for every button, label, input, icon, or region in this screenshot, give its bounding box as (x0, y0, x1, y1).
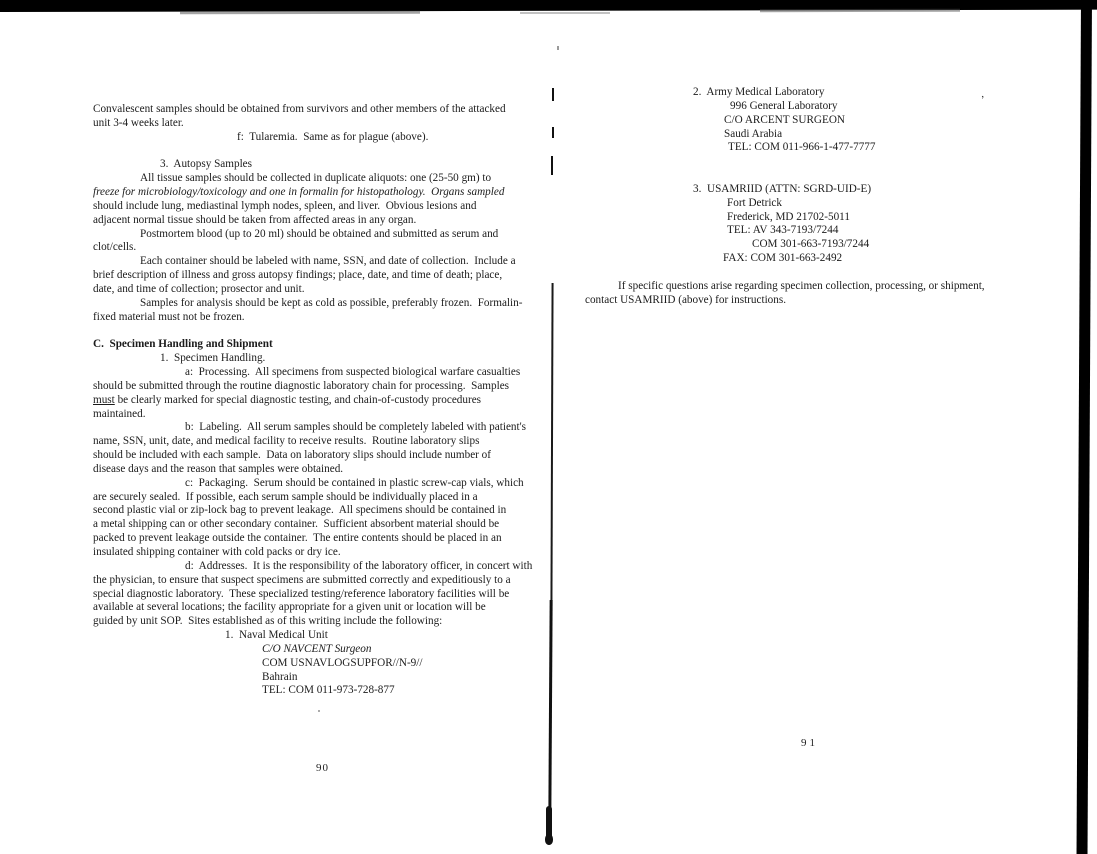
text-line: c: Packaging. Serum should be contained in plastic screw-cap vials, which (185, 476, 524, 489)
page-gutter-dash (552, 88, 554, 101)
text-line: should be submitted through the routine diagnostic laboratory chain for processing. Samples (93, 379, 510, 392)
text-line: unit 3-4 weeks later. (93, 116, 184, 129)
text-line: Frederick, MD 21702-5011 (727, 210, 850, 223)
right-page-number: 91 (801, 737, 818, 749)
stray-ink-mark: , (980, 87, 985, 101)
text-line: insulated shipping container with cold packs or dry ice. (93, 546, 341, 558)
text-line: TEL: AV 343-7193/7244 (727, 224, 839, 237)
scan-smudge (520, 12, 610, 14)
text-line: clot/cells. (93, 241, 137, 254)
text-line: a metal shipping can or other secondary container. Sufficient absorbent material should be (93, 518, 500, 531)
text-line: C/O ARCENT SURGEON (724, 113, 846, 126)
text-line: f: Tularemia. Same as for plague (above). (237, 130, 429, 143)
right-page-text-block (585, 86, 1055, 308)
scan-smudge (760, 9, 960, 13)
text-line: 996 General Laboratory (730, 99, 838, 112)
scan-smudge (180, 11, 420, 14)
text-line (585, 169, 1055, 183)
text-line: contact USAMRIID (above) for instructions. (585, 293, 787, 306)
text-line: packed to prevent leakage outside the container. The entire contents should be placed in an (93, 532, 502, 545)
text-line: 2. Army Medical Laboratory (693, 86, 825, 98)
text-line: 3. Autopsy Samples (160, 158, 252, 171)
scan-speck (557, 46, 559, 50)
text-line: date, and time of collection; prosector and unit. (93, 282, 305, 295)
text-line (93, 145, 563, 159)
text-line: brief description of illness and gross autopsy findings; place, date, and time of death; place, (93, 269, 503, 282)
text-line: name, SSN, unit, date, and medical facility to receive results. Routine laboratory slips (93, 435, 480, 448)
text-line: Bahrain (262, 670, 298, 683)
text-line: Convalescent samples should be obtained from survivors and other members of the attacked (93, 103, 506, 115)
text-line: If specific questions arise regarding specimen collection, processing, or shipment, (618, 279, 985, 292)
text-line: are securely sealed. If possible, each serum sample should be individually placed in a (93, 490, 478, 503)
text-line: Samples for analysis should be kept as cold as possible, preferably frozen. Formalin- (140, 296, 523, 309)
text-line: freeze for microbiology/toxicology and one in formalin for histopathology. Organs sampled (93, 186, 505, 199)
text-line: the physician, to ensure that suspect specimens are submitted correctly and expeditiously to a (93, 573, 511, 586)
scan-edge-right (1077, 0, 1092, 854)
text-line: COM 301-663-7193/7244 (752, 238, 870, 251)
text-line (93, 325, 563, 339)
left-page-text-block (93, 103, 563, 698)
text-line: special diagnostic laboratory. These specialized testing/reference laboratory facilities will be (93, 587, 510, 600)
text-line: 3. USAMRIID (ATTN: SGRD-UID-E) (693, 182, 872, 195)
text-line: Each container should be labeled with name, SSN, and date of collection. Include a (140, 255, 516, 268)
gutter-ink-blob (545, 834, 553, 845)
text-line: disease days and the reason that samples were obtained. (93, 462, 344, 475)
text-line (585, 266, 1055, 280)
scan-speck (318, 710, 320, 712)
text-line: C. Specimen Handling and Shipment (93, 338, 273, 351)
text-line: 1. Specimen Handling. (160, 352, 266, 365)
text-line: should include lung, mediastinal lymph nodes, spleen, and liver. Obvious lesions and (93, 199, 477, 212)
text-line: C/O NAVCENT Surgeon (262, 642, 372, 655)
text-line: second plastic vial or zip-lock bag to prevent leakage. All specimens should be contained in (93, 504, 507, 517)
left-page-number: 90 (316, 762, 329, 774)
text-line: Fort Detrick (727, 196, 782, 209)
text-line: must be clearly marked for special diagnostic testing, and chain-of-custody procedures (93, 393, 482, 406)
text-line: 1. Naval Medical Unit (225, 629, 328, 642)
text-line: available at several locations; the facility appropriate for a given unit or location will be (93, 601, 486, 614)
text-line: guided by unit SOP. Sites established as of this writing include the following: (93, 615, 443, 628)
text-line: TEL: COM 011-966-1-477-7777 (728, 141, 876, 154)
text-line: adjacent normal tissue should be taken from affected areas in any organ. (93, 213, 417, 226)
text-line: a: Processing. All specimens from suspected biological warfare casualties (185, 366, 521, 379)
text-line: maintained. (93, 407, 146, 420)
text-line: should be included with each sample. Data on laboratory slips should include number of (93, 449, 491, 462)
text-line: COM USNAVLOGSUPFOR//N-9// (262, 656, 423, 669)
text-line: All tissue samples should be collected in duplicate aliquots: one (25-50 gm) to (140, 172, 492, 185)
text-line: Saudi Arabia (724, 127, 783, 140)
text-line (585, 155, 1055, 169)
text-line: TEL: COM 011-973-728-877 (262, 684, 395, 697)
text-line: FAX: COM 301-663-2492 (723, 252, 843, 265)
text-line: d: Addresses. It is the responsibility of the laboratory officer, in concert with (185, 559, 533, 572)
text-line: b: Labeling. All serum samples should be completely labeled with patient's (185, 421, 526, 434)
text-line: Postmortem blood (up to 20 ml) should be obtained and submitted as serum and (140, 227, 499, 240)
text-line: fixed material must not be frozen. (93, 310, 245, 323)
